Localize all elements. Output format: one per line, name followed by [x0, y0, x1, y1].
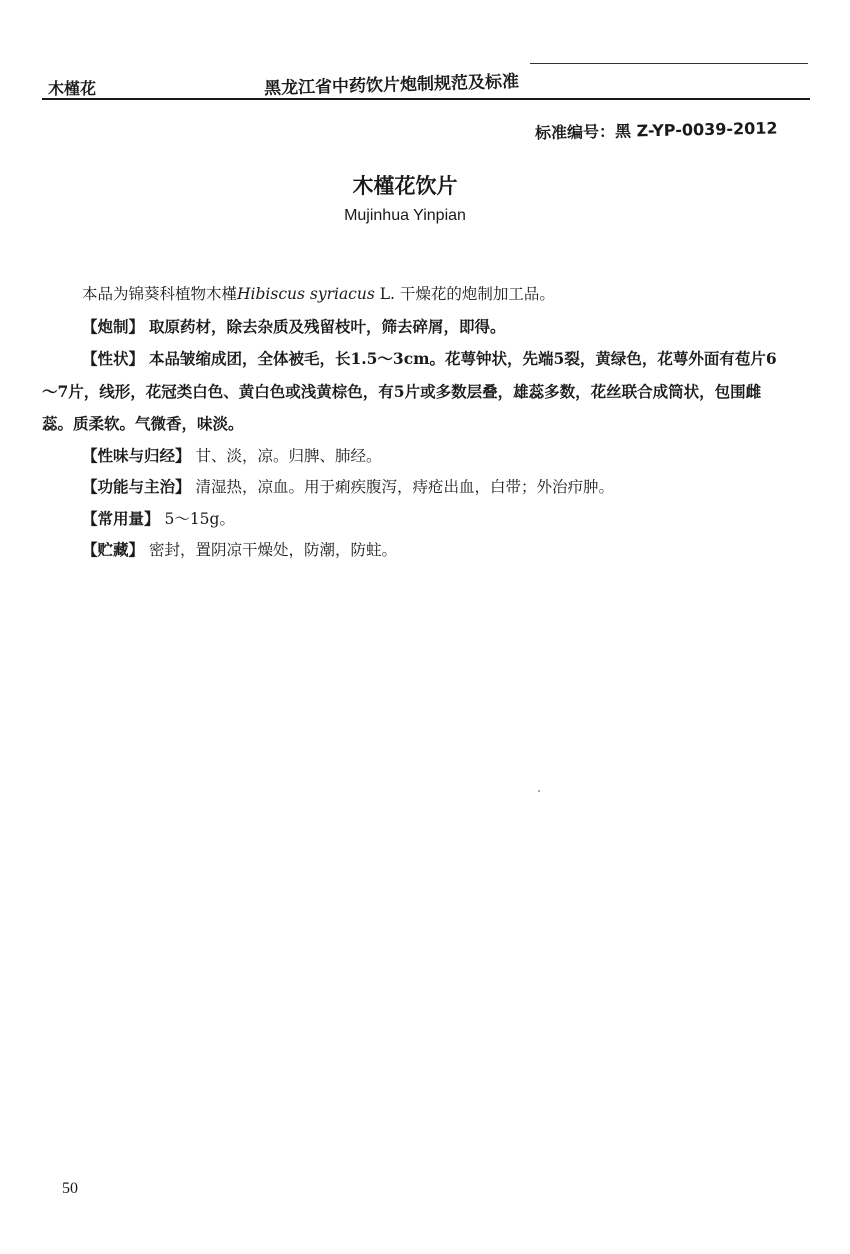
scan-speck: [538, 790, 540, 792]
standard-number: 标准编号：黑 Z-YP-0039-2012: [535, 118, 779, 143]
intro-latin-name: Hibiscus syriacus: [237, 285, 375, 303]
page-title: 木槿花饮片: [352, 174, 458, 198]
processing-text: 取原药材，除去杂质及残留枝叶，筛去碎屑，即得。: [148, 316, 506, 336]
intro-before: 本品为锦葵科植物木槿: [82, 285, 238, 303]
function-label: 【功能与主治】: [82, 478, 191, 496]
header-rule: [42, 98, 810, 100]
running-header: [42, 70, 810, 106]
nature-paragraph: [42, 441, 782, 473]
characters-text: 本品皱缩成团，全体被毛，长1.5～3cm。花萼钟状，先端5裂，黄绿色，花萼外面有苞片6～7片，线形，花冠类白色、黄白色或浅黄棕色，有5片或多数层叠，雄蕊多数，花丝联合成筒状，包围雌蕊。质柔软。气微香，味淡。: [42, 349, 777, 433]
dosage-text: 5～15g。: [164, 509, 235, 528]
storage-paragraph: [42, 535, 782, 567]
running-header-book-title: 黑龙江省中药饮片炮制规范及标准: [263, 71, 520, 99]
dosage-label: 【常用量】: [82, 509, 160, 528]
characters-paragraph: [42, 343, 782, 441]
nature-label: 【性味与归经】: [82, 446, 191, 465]
processing-label: 【炮制】: [82, 317, 145, 336]
function-text: 清湿热，凉血。用于痢疾腹泻，痔疮出血，白带；外治疖肿。: [195, 478, 614, 496]
function-paragraph: [42, 472, 782, 504]
nature-text: 甘、淡，凉。归脾、肺经。: [195, 446, 382, 465]
running-header-section: 木槿花: [48, 79, 97, 98]
page-subtitle: Mujinhua Yinpian: [344, 207, 466, 224]
header-rule-thin: [530, 63, 808, 64]
storage-label: 【贮藏】: [82, 541, 145, 559]
dosage-paragraph: [42, 504, 782, 536]
document-body: [42, 279, 782, 567]
processing-paragraph: [42, 311, 782, 344]
characters-label: 【性状】: [82, 350, 145, 368]
storage-text: 密封，置阴凉干燥处，防潮，防蛀。: [148, 541, 397, 559]
intro-paragraph: [42, 279, 782, 311]
page-number: 50: [62, 1180, 78, 1197]
intro-after: L. 干燥花的炮制加工品。: [374, 285, 555, 303]
